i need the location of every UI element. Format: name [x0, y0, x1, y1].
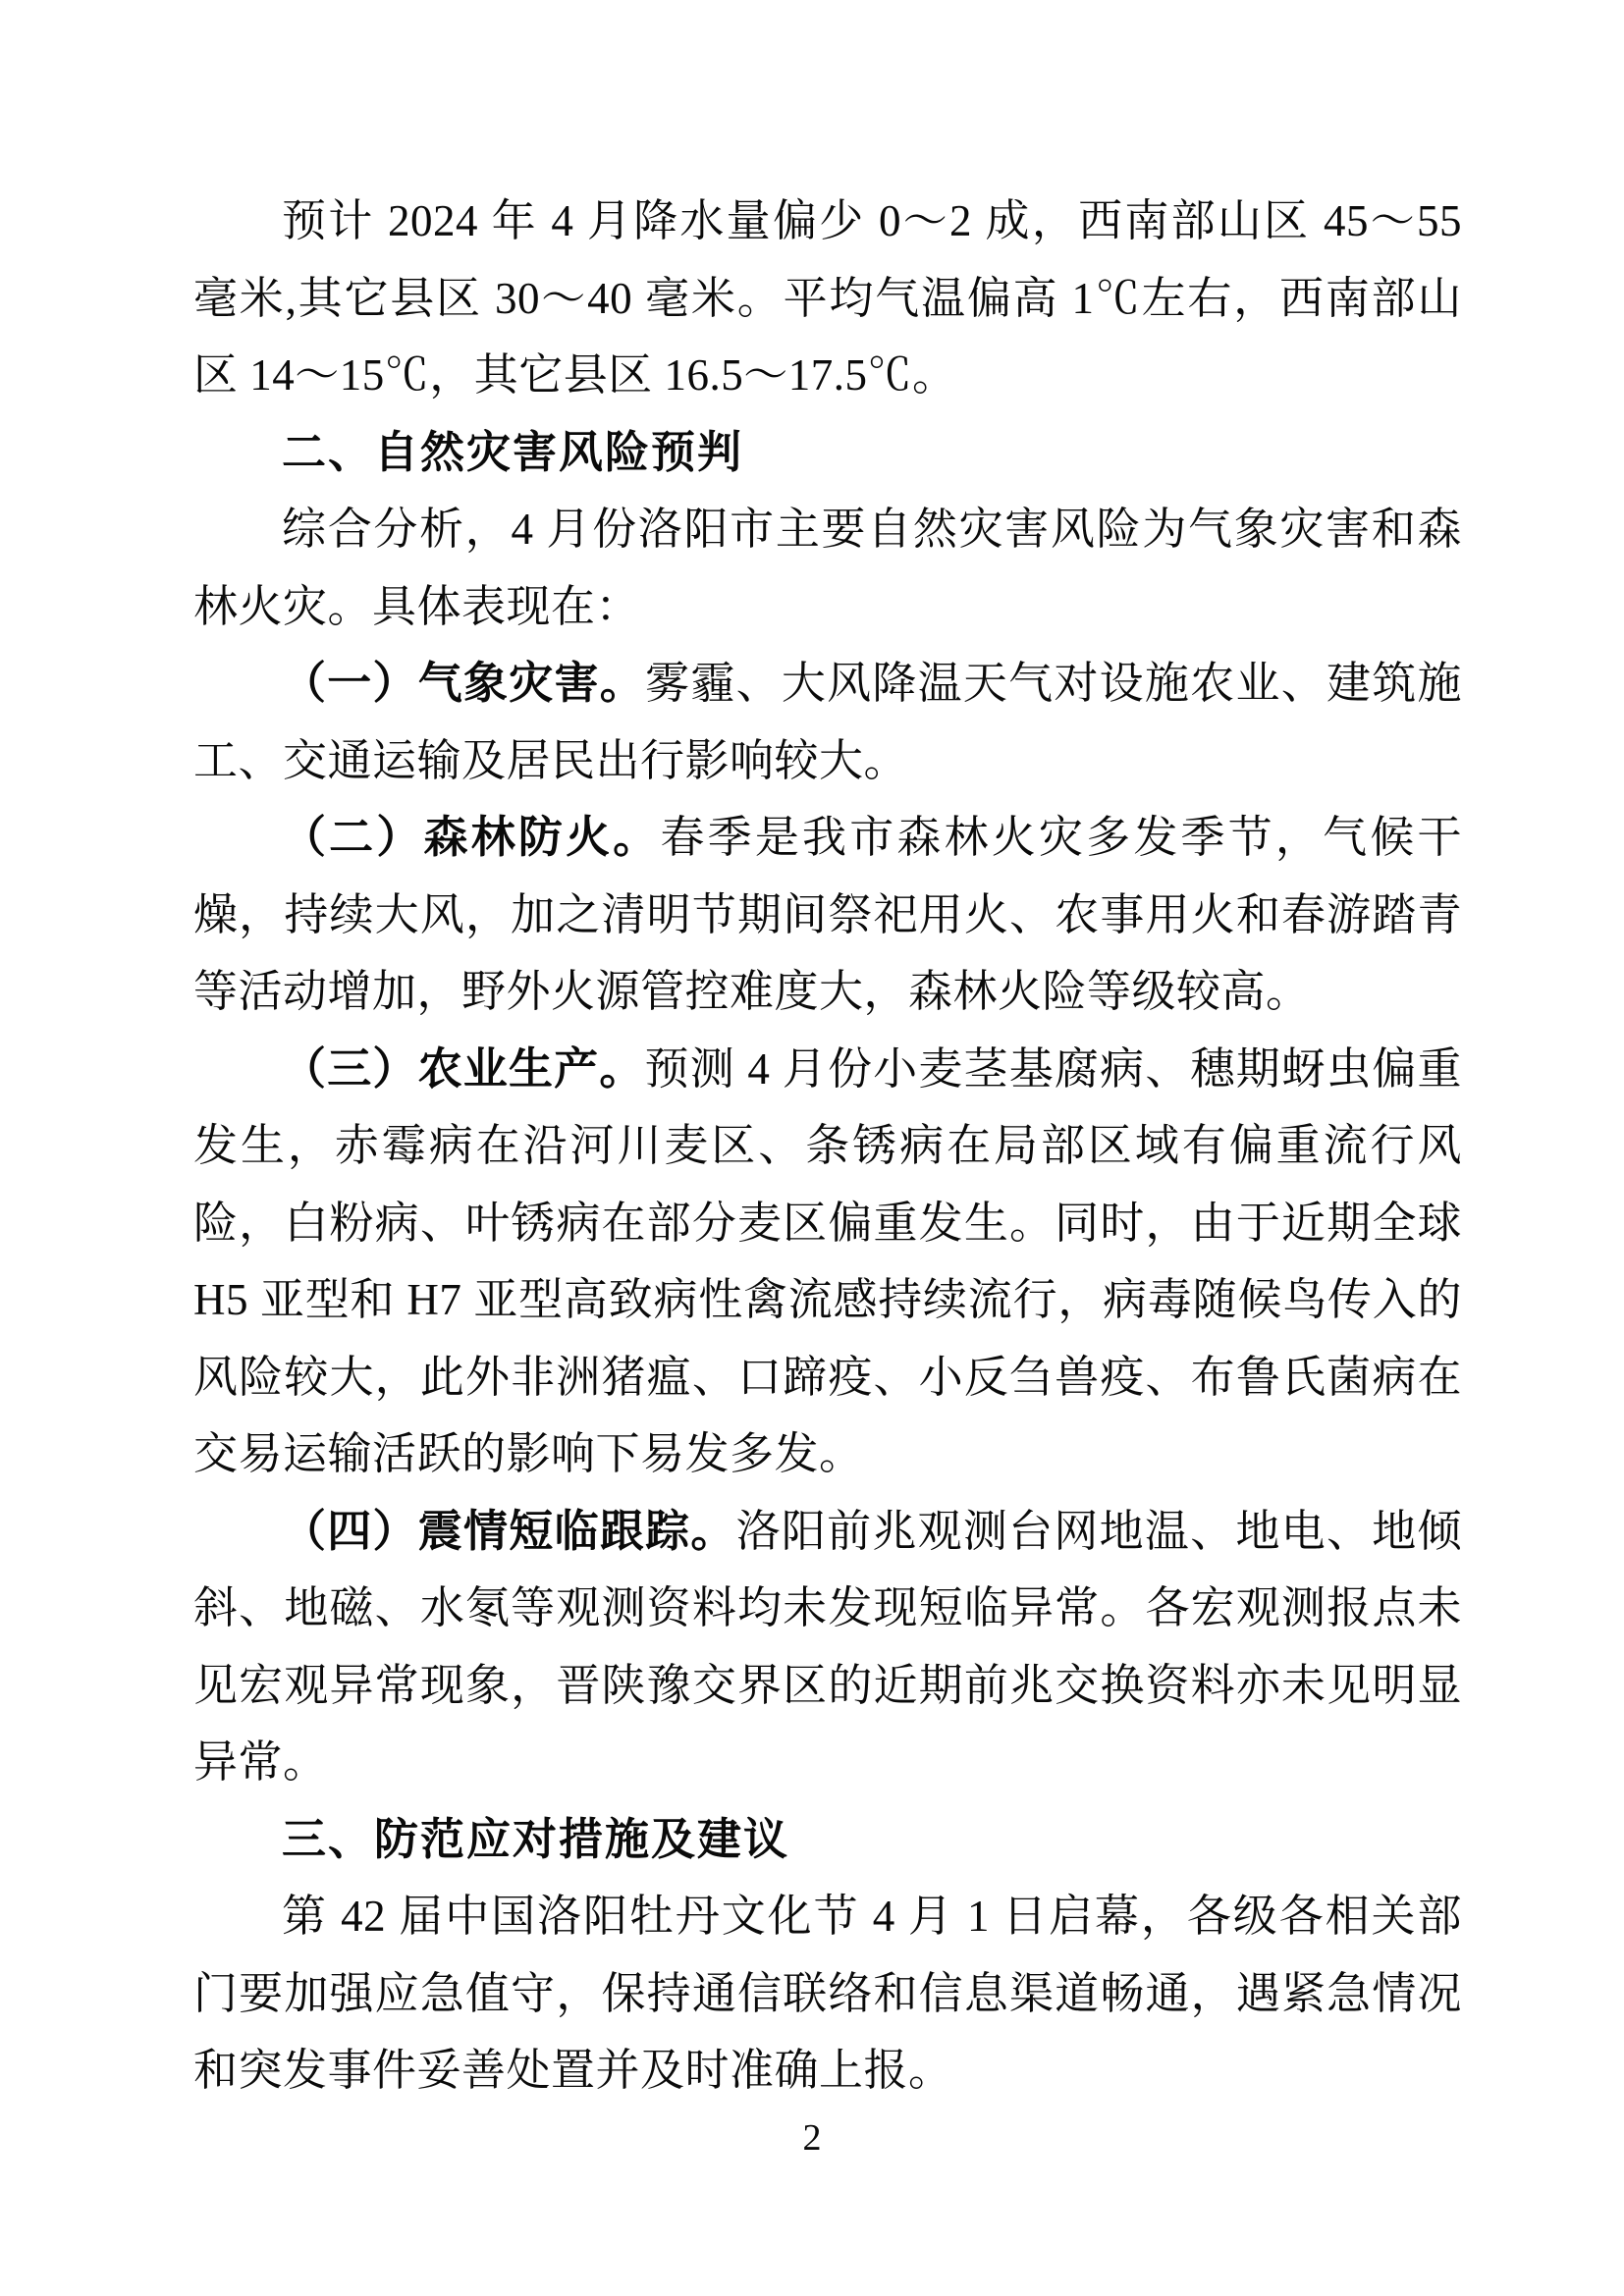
body-text: 险，白粉病、叶锈病在部分麦区偏重发生。同时，由于近期全球	[193, 1198, 1462, 1248]
document-body	[193, 183, 1462, 2109]
forecast-line-2	[193, 260, 1462, 338]
forecast-line-3	[193, 337, 1462, 414]
body-text: 异常。	[193, 1737, 328, 1787]
item-4-line-1	[193, 1493, 1462, 1571]
item-3-line-3	[193, 1185, 1462, 1262]
bold-lead-text: 三、防范应对措施及建议	[282, 1813, 790, 1864]
body-text: 预测 4 月份小麦茎基腐病、穗期蚜虫偏重	[644, 1043, 1462, 1094]
body-text: 见宏观异常现象，晋陕豫交界区的近期前兆交换资料亦未见明显	[193, 1660, 1462, 1710]
body-text: 区 14～15℃，其它县区 16.5～17.5℃。	[193, 350, 957, 400]
item-3-line-2	[193, 1107, 1462, 1185]
item-3-line-1	[193, 1031, 1462, 1108]
item-4-line-2	[193, 1570, 1462, 1647]
body-text: 春季是我市森林火灾多发季节，气候干	[660, 813, 1462, 862]
section-3-heading	[193, 1801, 1462, 1879]
body-text: 综合分析，4 月份洛阳市主要自然灾害风险为气象灾害和森	[282, 505, 1462, 554]
section-3-line-1	[193, 1878, 1462, 1955]
section-3-line-3	[193, 2032, 1462, 2109]
forecast-line-1	[193, 183, 1462, 260]
bold-lead-text: （一）气象灾害。	[282, 659, 646, 708]
item-3-line-4	[193, 1261, 1462, 1339]
body-text: 毫米,其它县区 30～40 毫米。平均气温偏高 1℃左右，西南部山	[193, 273, 1462, 323]
bold-lead-text: （三）农业生产。	[282, 1043, 645, 1094]
item-4-line-4	[193, 1724, 1462, 1801]
body-text: 林火灾。具体表现在：	[193, 581, 641, 631]
body-text: 等活动增加，野外火源管控难度大，森林火险等级较高。	[193, 967, 1311, 1016]
body-text: 和突发事件妥善处置并及时准确上报。	[193, 2046, 953, 2095]
body-text: 风险较大，此外非洲猪瘟、口蹄疫、小反刍兽疫、布鲁氏菌病在	[193, 1352, 1462, 1402]
body-text: 门要加强应急值守，保持通信联络和信息渠道畅通，遇紧急情况	[193, 1968, 1462, 2018]
section-2-intro-line-2	[193, 568, 1462, 646]
section-2-heading	[193, 414, 1462, 492]
item-2-line-1	[193, 799, 1462, 877]
body-text: 雾霾、大风降温天气对设施农业、建筑施	[645, 659, 1462, 708]
item-3-line-6	[193, 1415, 1462, 1493]
body-text: 斜、地磁、水氡等观测资料均未发现短临异常。各宏观测报点未	[193, 1583, 1462, 1632]
item-2-line-2	[193, 877, 1462, 954]
item-4-line-3	[193, 1647, 1462, 1725]
body-text: H5 亚型和 H7 亚型高致病性禽流感持续流行，病毒随候鸟传入的	[193, 1275, 1462, 1324]
section-2-intro-line-1	[193, 491, 1462, 568]
item-2-line-3	[193, 953, 1462, 1031]
body-text: 第 42 届中国洛阳牡丹文化节 4 月 1 日启幕，各级各相关部	[282, 1892, 1462, 1941]
body-text: 洛阳前兆观测台网地温、地电、地倾	[735, 1506, 1462, 1556]
item-3-line-5	[193, 1339, 1462, 1416]
bold-lead-text: 二、自然灾害风险预判	[282, 426, 744, 477]
body-text: 燥，持续大风，加之清明节期间祭祀用火、农事用火和春游踏青	[193, 889, 1462, 939]
item-1-line-2	[193, 722, 1462, 800]
bold-lead-text: （四）震情短临跟踪。	[282, 1506, 736, 1556]
page-number: 2	[802, 2117, 822, 2159]
body-text: 预计 2024 年 4 月降水量偏少 0～2 成，西南部山区 45～55	[282, 196, 1462, 245]
bold-lead-text: （二）森林防火。	[282, 813, 661, 862]
item-1-line-1	[193, 645, 1462, 722]
section-3-line-2	[193, 1955, 1462, 2033]
body-text: 发生，赤霉病在沿河川麦区、条锈病在局部区域有偏重流行风	[193, 1121, 1462, 1170]
body-text: 交易运输活跃的影响下易发多发。	[193, 1429, 864, 1478]
body-text: 工、交通运输及居民出行影响较大。	[193, 735, 909, 785]
